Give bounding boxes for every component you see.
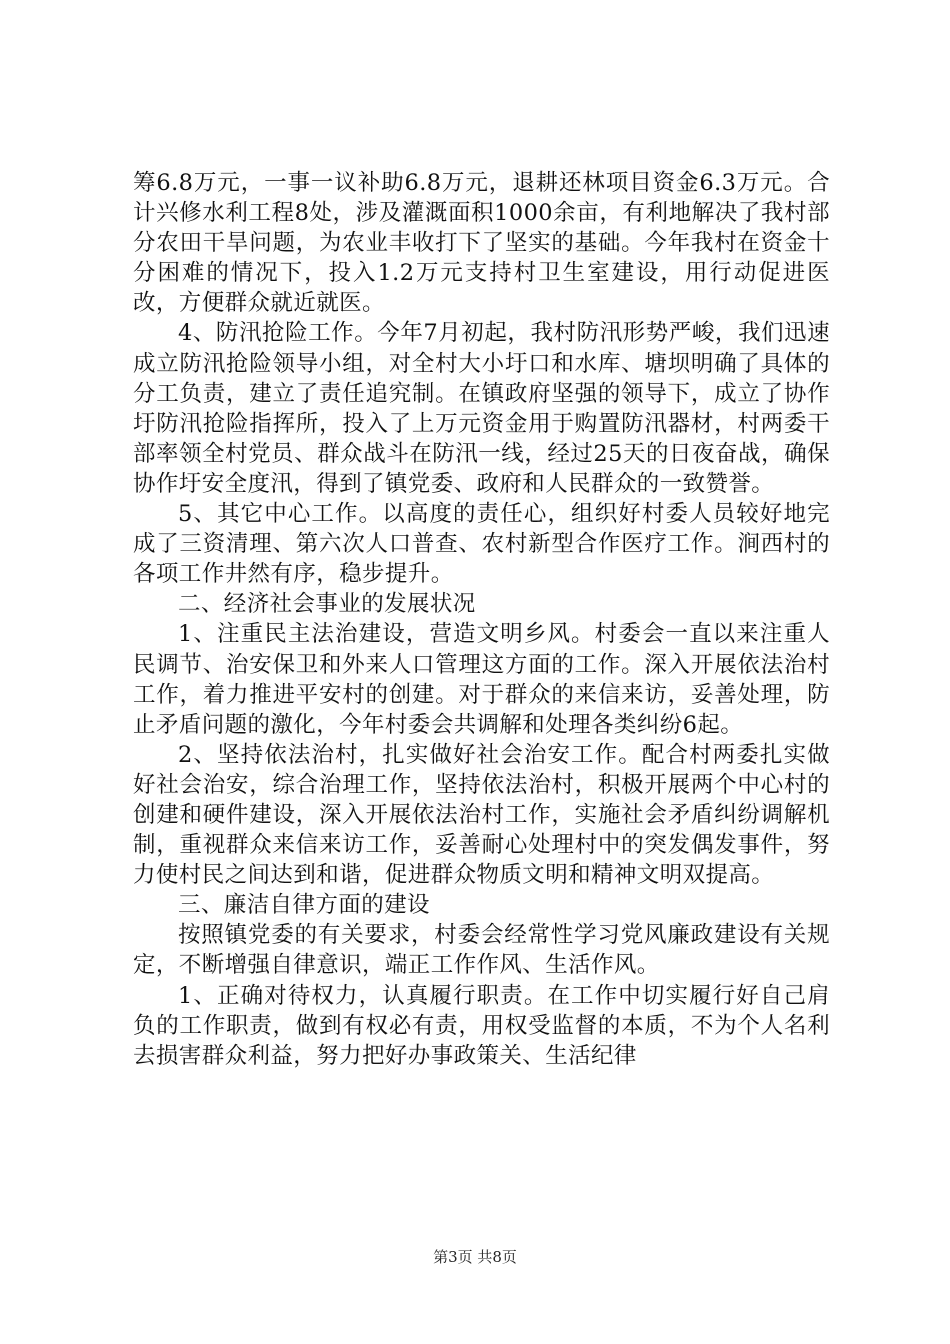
page-number-footer: 第3页 共8页 [433,1248,517,1266]
paragraph-integrity-intro: 按照镇党委的有关要求，村委会经常性学习党风廉政建设有关规定，不断增强自律意识，端正工作作风、生活作风。 [133,922,830,979]
paragraph-power-duty: 1、正确对待权力，认真履行职责。在工作中切实履行好自己肩负的工作职责，做到有权必有责，用权受监督的本质，不为个人名利去损害群众利益，努力把好办事政策关、生活纪律 [133,982,830,1069]
paragraph-democracy-rule-of-law: 1、注重民主法治建设，营造文明乡风。村委会一直以来注重人民调节、治安保卫和外来人口管理这方面的工作。深入开展依法治村工作，着力推进平安村的创建。对于群众的来信来访，妥善处理，防止矛盾问题的激化，今年村委会共调解和处理各类纠纷6起。 [133,621,830,738]
paragraph-other-work: 5、其它中心工作。以高度的责任心，组织好村委人员较好地完成了三资清理、第六次人口普查、农村新型合作医疗工作。涧西村的各项工作井然有序，稳步提升。 [133,501,830,588]
paragraph-continuation: 筹6.8万元，一事一议补助6.8万元，退耕还林项目资金6.3万元。合计兴修水利工程8处，涉及灌溉面积1000余亩，有利地解决了我村部分农田干旱问题，为农业丰收打下了坚实的基础。今年我村在资金十分困难的情况下，投入1.2万元支持村卫生室建设，用行动促进医改，方便群众就近就医。 [133,170,830,317]
section-heading-integrity: 三、廉洁自律方面的建设 [178,892,430,919]
document-body [133,168,830,1071]
paragraph-flood-control: 4、防汛抢险工作。今年7月初起，我村防汛形势严峻，我们迅速成立防汛抢险领导小组，对全村大小圩口和水库、塘坝明确了具体的分工负责，建立了责任追究制。在镇政府坚强的领导下，成立了协作圩防汛抢险指挥所，投入了上万元资金用于购置防汛器材，村两委干部率领全村党员、群众战斗在防汛一线，经过25天的日夜奋战，确保协作圩安全度汛，得到了镇党委、政府和人民群众的一致赞誉。 [133,320,830,497]
section-heading-economic-social: 二、经济社会事业的发展状况 [178,591,476,618]
paragraph-public-security: 2、坚持依法治村，扎实做好社会治安工作。配合村两委扎实做好社会治安，综合治理工作，坚持依法治村，积极开展两个中心村的创建和硬件建设，深入开展依法治村工作，实施社会矛盾纠纷调解机制，重视群众来信来访工作，妥善耐心处理村中的突发偶发事件，努力使村民之间达到和谐，促进群众物质文明和精神文明双提高。 [133,741,830,889]
